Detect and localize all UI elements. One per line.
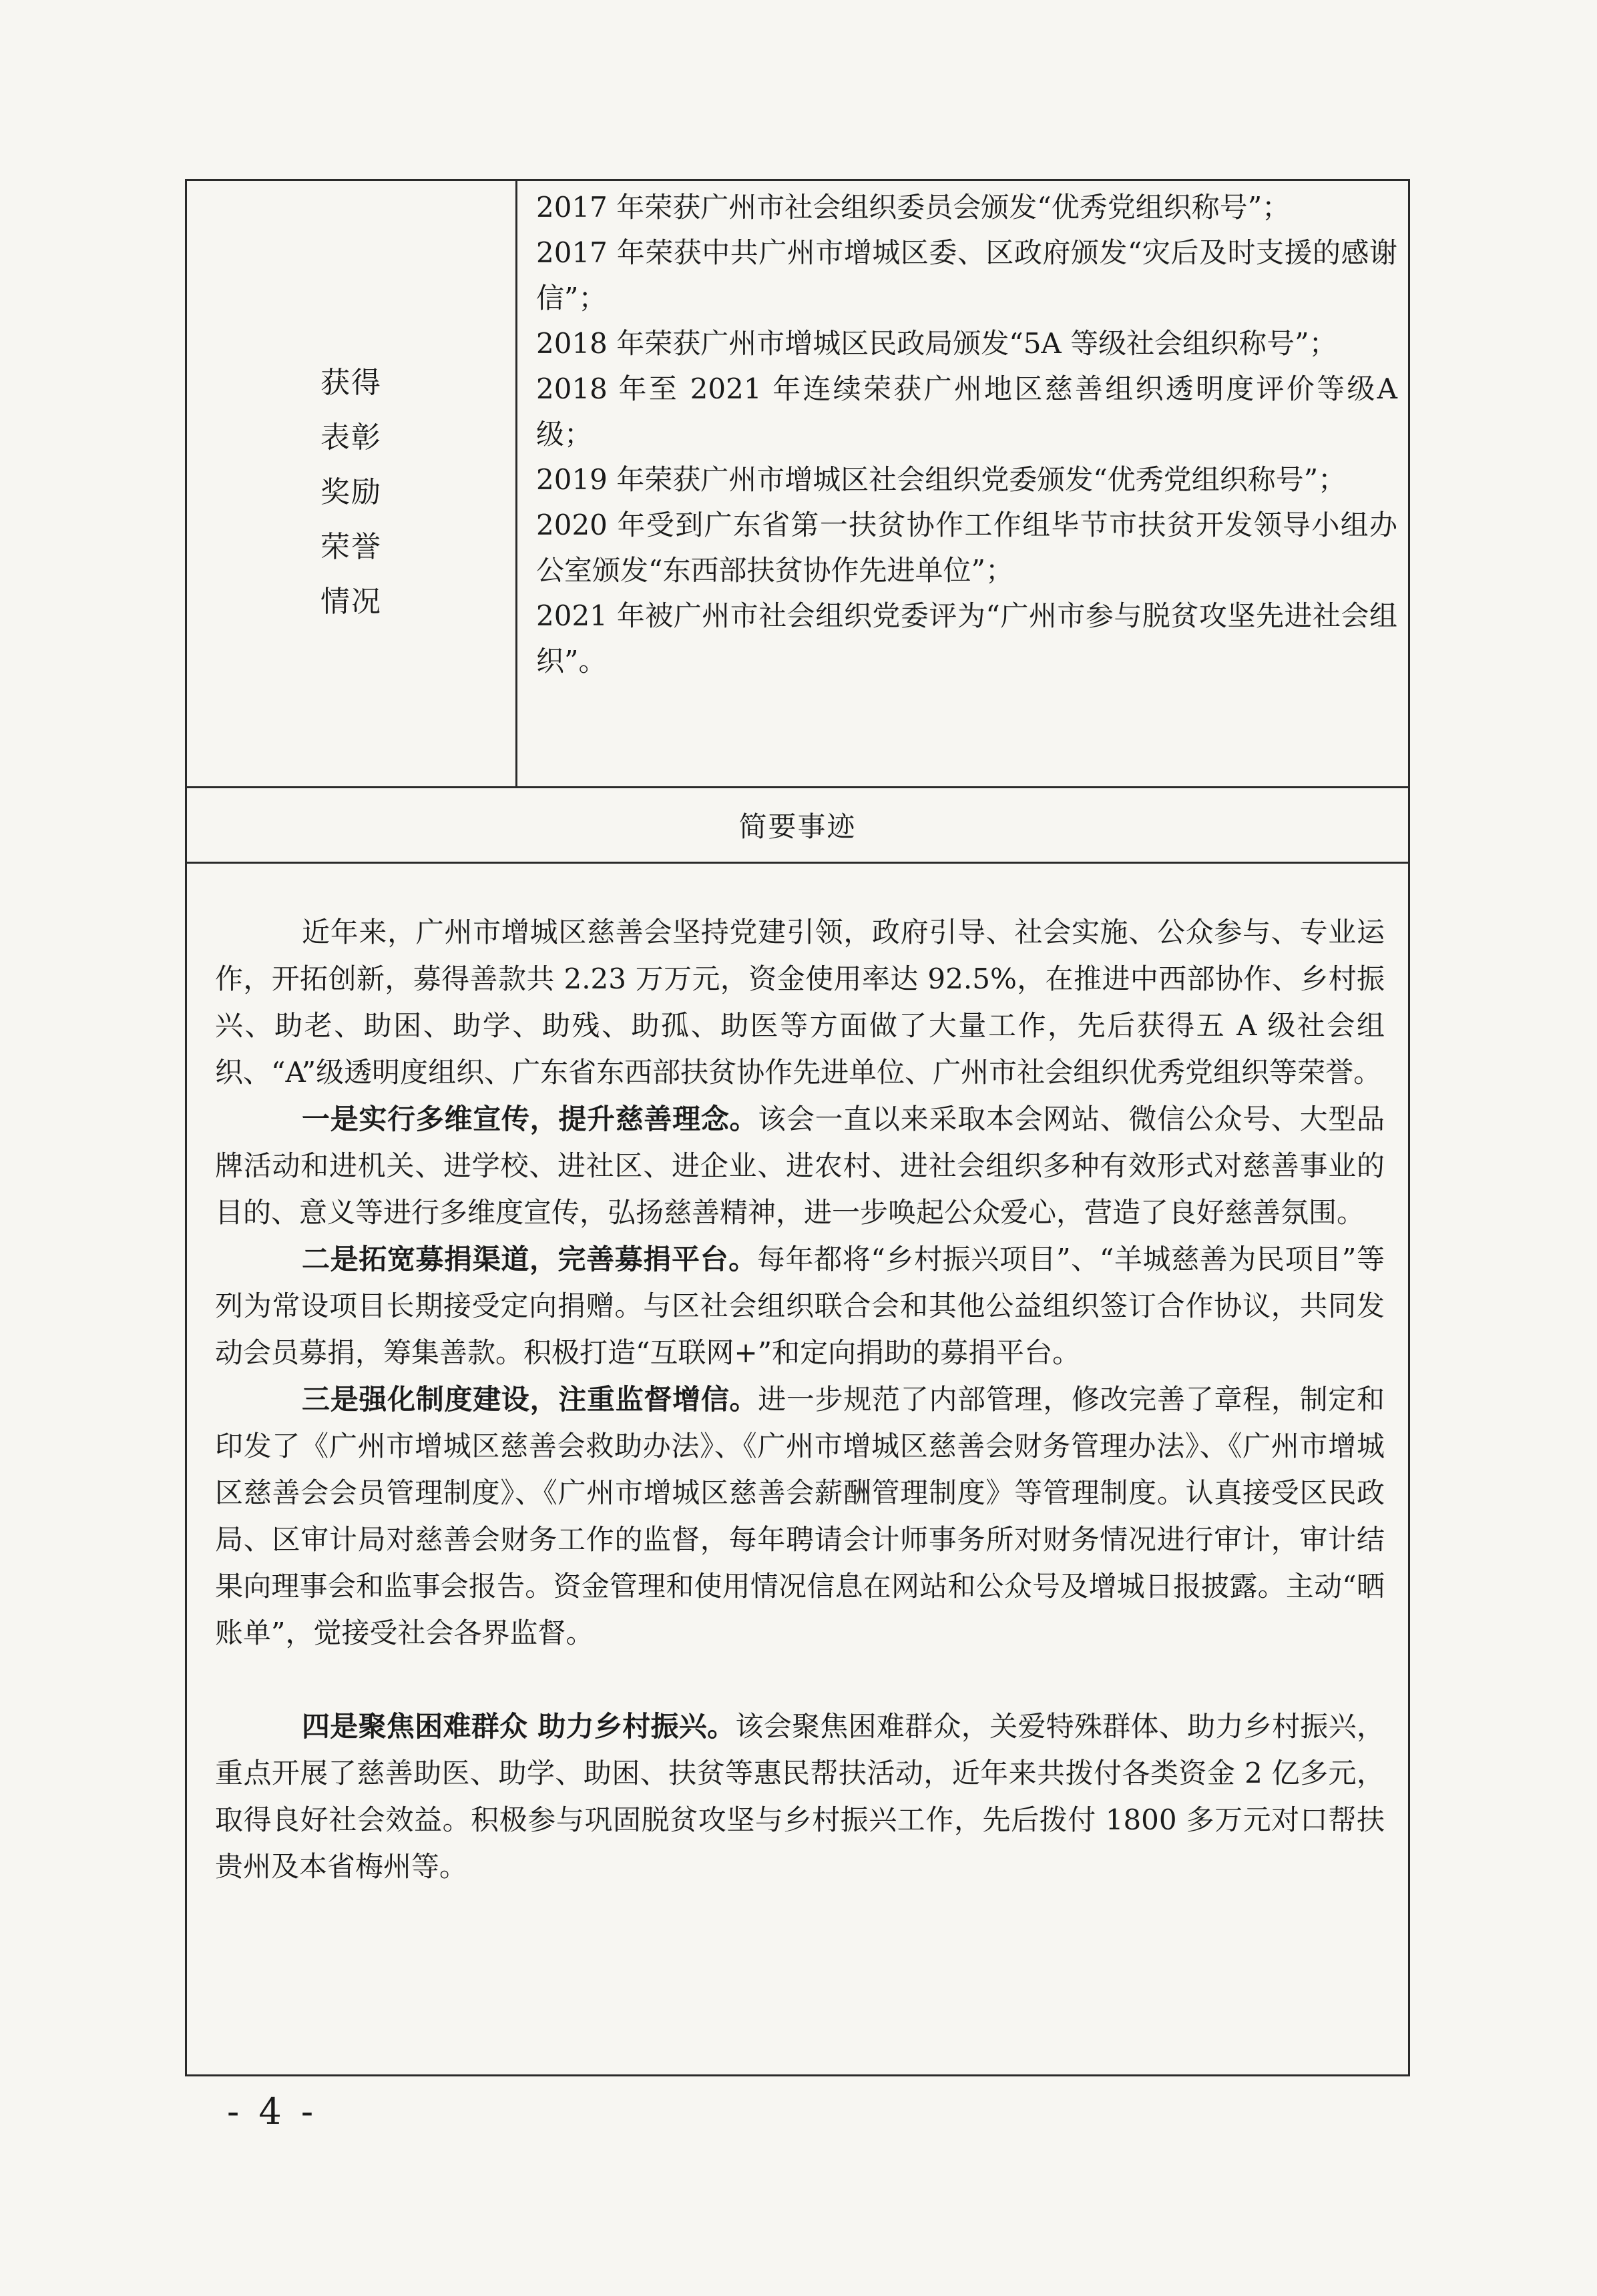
summary-title: 简要事迹 [187,788,1408,864]
awards-label-cell [187,181,517,786]
award-entry: 2018 年至 2021 年连续荣获广州地区慈善组织透明度评价等级A 级； [536,372,1397,451]
summary-body [215,909,1385,1890]
summary-point [215,1096,1385,1236]
page-number: - 4 - [227,2090,318,2132]
award-entry: 2017 年荣获广州市社会组织委员会颁发“优秀党组织称号”； [536,191,1291,224]
point-heading: 三是强化制度建设，注重监督增信。 [302,1383,758,1416]
point-heading: 四是聚焦困难群众 助力乡村振兴。 [302,1710,736,1743]
summary-intro: 近年来，广州市增城区慈善会坚持党建引领，政府引导、社会实施、公众参与、专业运作，开拓创新，募得善款共 2.23 万万元，资金使用率达 92.5%，在推进中西部协作、乡村振兴、助老、助困、助学、助残、助孤、助医等方面做了大量工作，先后获得五 A 级社会组织、“A”级透明度组织、广东省东西部扶贫协作先进单位、广州市社会组织优秀党组织等荣誉。 [215,916,1385,1089]
summary-point [215,1703,1385,1890]
awards-label-line: 荣誉 [320,530,382,564]
award-entry: 2018 年荣获广州市增城区民政局颁发“5A 等级社会组织称号”； [536,327,1337,360]
awards-row [187,181,1408,788]
summary-point [215,1236,1385,1376]
honors-table [185,179,1410,2076]
point-heading: 一是实行多维宣传，提升慈善理念。 [302,1103,758,1135]
awards-label-line: 情况 [320,585,382,619]
award-entry: 2021 年被广州市社会组织党委评为“广州市参与脱贫攻坚先进社会组织”。 [536,599,1397,677]
point-text: 该会聚焦困难群众，关爱特殊群体、助力乡村振兴，重点开展了慈善助医、助学、助困、扶贫等惠民帮扶活动，近年来共拨付各类资金 2 亿多元，取得良好社会效益。积极参与巩固脱贫攻坚与乡村振兴工作，先后拨付 1800 多万元对口帮扶贵州及本省梅州等。 [215,1710,1385,1883]
summary-point [215,1376,1385,1657]
awards-label-line: 表彰 [320,420,382,455]
awards-label [187,356,515,629]
award-entry: 2019 年荣获广州市增城区社会组织党委颁发“优秀党组织称号”； [536,463,1347,496]
award-entry: 2020 年受到广东省第一扶贫协作工作组毕节市扶贫开发领导小组办公室颁发“东西部扶贫协作先进单位”； [536,509,1397,587]
awards-list [536,185,1397,684]
point-text: 进一步规范了内部管理，修改完善了章程，制定和印发了《广州市增城区慈善会救助办法》、《广州市增城区慈善会财务管理办法》、《广州市增城区慈善会会员管理制度》、《广州市增城区慈善会薪酬管理制度》等管理制度。认真接受区民政局、区审计局对慈善会财务工作的监督，每年聘请会计师事务所对财务情况进行审计，审计结果向理事会和监事会报告。资金管理和使用情况信息在网站和公众号及增城日报披露。主动“晒账单”，觉接受社会各界监督。 [215,1383,1385,1649]
point-text: 每年都将“乡村振兴项目”、“羊城慈善为民项目”等列为常设项目长期接受定向捐赠。与区社会组织联合会和其他公益组织签订合作协议，共同发动会员募捐，筹集善款。积极打造“互联网+”和定向捐助的募捐平台。 [215,1243,1385,1369]
point-text: 该会一直以来采取本会网站、微信公众号、大型品牌活动和进机关、进学校、进社区、进企业、进农村、进社会组织多种有效形式对慈善事业的目的、意义等进行多维度宣传，弘扬慈善精神，进一步唤起公众爱心，营造了良好慈善氛围。 [215,1103,1385,1229]
point-heading: 二是拓宽募捐渠道，完善募捐平台。 [302,1243,757,1275]
awards-label-line: 奖励 [320,475,382,509]
award-entry: 2017 年荣获中共广州市增城区委、区政府颁发“灾后及时支援的感谢信”； [536,236,1397,314]
awards-label-line: 获得 [320,366,382,400]
